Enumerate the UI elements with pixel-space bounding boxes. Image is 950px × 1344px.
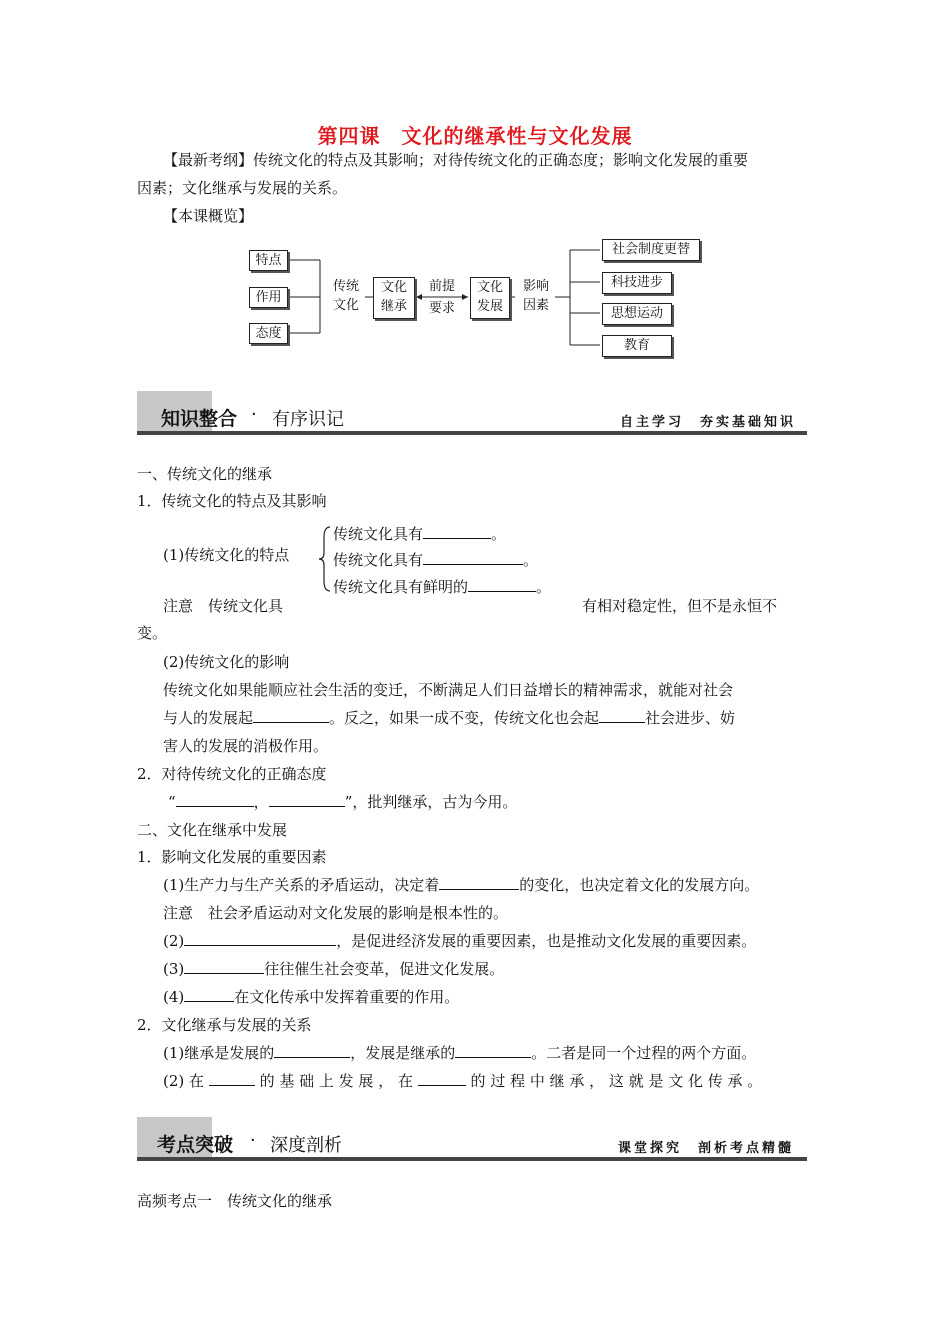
blank[interactable]: [599, 708, 645, 723]
factor-2: (2) ，是促进经济发展的重要因素，也是推动文化发展的重要因素。: [163, 932, 757, 950]
feature-item-1: 传统文化具有 。: [333, 525, 507, 543]
note-b: 有相对稳定性，但不是永恒不: [582, 597, 778, 615]
blank[interactable]: [439, 875, 519, 890]
section-header-dot: ·: [251, 404, 257, 425]
blank[interactable]: [423, 524, 491, 539]
section-header-sub: 深度剖析: [270, 1135, 342, 1156]
attitude-line: “ ， ”，批判继承，古为今用。: [168, 793, 518, 811]
diagram-box-function: 作用: [249, 287, 288, 308]
influence-title: (2)传统文化的影响: [163, 653, 290, 671]
heading-1: 一、传统文化的继承: [137, 465, 273, 483]
section-header-dot: ·: [250, 1130, 256, 1151]
section-header-sub: 有序识记: [272, 409, 344, 430]
exam-outline-line2: 因素；文化继承与发展的关系。: [137, 179, 348, 197]
section-header-right: 课堂探究 剖析考点精髓: [618, 1141, 795, 1156]
relation-1: (1)继承是发展的 ，发展是继承的 。二者是同一个过程的两个方面。: [163, 1044, 757, 1062]
diagram-box-attitude: 态度: [249, 323, 288, 344]
section-header-rule: [137, 1157, 807, 1161]
section-header-rule: [137, 431, 807, 435]
blank[interactable]: [274, 1043, 350, 1058]
factor-1: (1)生产力与生产关系的矛盾运动，决定着 的变化，也决定着文化的发展方向。: [163, 876, 760, 894]
brace-icon: [318, 525, 332, 593]
exam-outline-line1: 【最新考纲】传统文化的特点及其影响；对待传统文化的正确态度；影响文化发展的重要: [163, 151, 749, 169]
blank[interactable]: [209, 1071, 255, 1086]
note-a: 注意 传统文化具: [163, 597, 284, 615]
feature-label: (1)传统文化的特点: [163, 546, 290, 564]
diagram-box-inheritance: 文化 继承: [373, 277, 415, 319]
diagram-arrow-top-label: 前提: [428, 279, 455, 294]
factor-3: (3) 往往催生社会变革，促进文化发展。: [163, 960, 505, 978]
diagram-box-technology: 科技进步: [602, 272, 672, 294]
influence-line-2: 与人的发展起 。反之，如果一成不变，传统文化也会起 社会进步、妨: [163, 709, 736, 727]
keypoint-heading: 高频考点一 传统文化的继承: [137, 1192, 333, 1210]
factor-note: 注意 社会矛盾运动对文化发展的影响是根本性的。: [163, 904, 509, 922]
feature-item-2: 传统文化具有 。: [333, 551, 539, 569]
blank[interactable]: [468, 577, 536, 592]
lesson-title: 第四课 文化的继承性与文化发展: [317, 124, 633, 148]
influence-line-1: 传统文化如果能顺应社会生活的变迁，不断满足人们日益增长的精神需求，就能对社会: [163, 681, 734, 699]
factor-4: (4) 在文化传承中发挥着重要的作用。: [163, 988, 460, 1006]
heading-2-1: 1．影响文化发展的重要因素: [137, 848, 327, 866]
heading-1-2: 2．对待传统文化的正确态度: [137, 765, 327, 783]
diagram-factors: 影响 因素: [522, 279, 549, 313]
note-c: 变。: [137, 624, 168, 642]
heading-1-1: 1．传统文化的特点及其影响: [137, 492, 327, 510]
blank[interactable]: [418, 1071, 466, 1086]
heading-2-2: 2．文化继承与发展的关系: [137, 1016, 312, 1034]
section-header-title: 知识整合: [161, 408, 238, 430]
blank[interactable]: [455, 1043, 531, 1058]
blank[interactable]: [253, 708, 329, 723]
blank[interactable]: [184, 959, 264, 974]
blank[interactable]: [184, 987, 234, 1002]
relation-2: (2) 在 的 基 础 上 发 展 ， 在 的 过 程 中 继 承 ， 这 就 是 文 化 传 承 。: [163, 1072, 763, 1090]
exam-outline-label: 【最新考纲】: [163, 151, 254, 169]
feature-item-3: 传统文化具有鲜明的 。: [333, 578, 552, 596]
section-header-title: 考点突破: [157, 1134, 234, 1156]
blank[interactable]: [184, 931, 336, 946]
blank[interactable]: [423, 550, 523, 565]
diagram-traditional-culture: 传统 文化: [332, 279, 359, 313]
heading-2: 二、文化在继承中发展: [137, 821, 288, 839]
blank[interactable]: [269, 792, 345, 807]
diagram-box-education: 教育: [602, 335, 672, 357]
diagram-box-thought-movement: 思想运动: [602, 303, 672, 325]
influence-line-3: 害人的发展的消极作用。: [163, 737, 329, 755]
blank[interactable]: [176, 792, 254, 807]
section-header-right: 自主学习 夯实基础知识: [620, 415, 797, 430]
diagram-box-development: 文化 发展: [470, 277, 510, 319]
overview-label: 【本课概览】: [163, 207, 254, 225]
diagram-box-social-system: 社会制度更替: [602, 239, 700, 261]
diagram-arrow-bottom-label: 要求: [428, 301, 455, 316]
diagram-connectors: [0, 0, 950, 380]
diagram-box-feature: 特点: [249, 250, 288, 271]
